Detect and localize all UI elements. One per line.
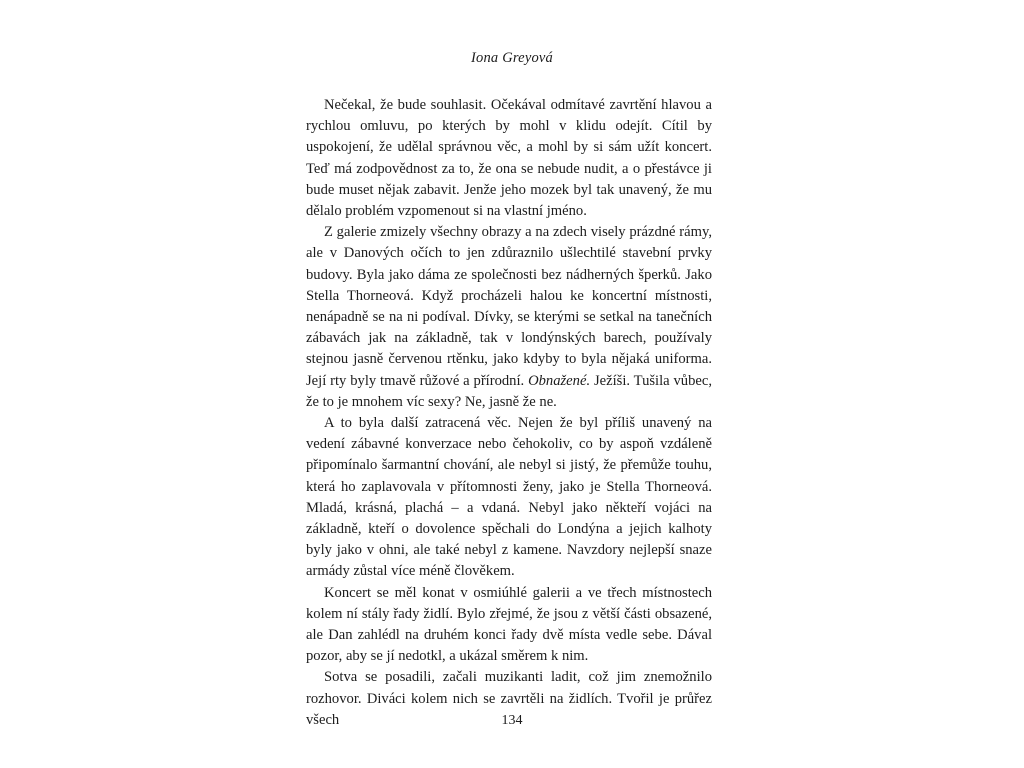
running-header: Iona Greyová <box>471 50 553 66</box>
paragraph-2-italic: Obnažené. <box>528 372 591 389</box>
paragraph-2 <box>306 222 712 413</box>
paragraph-4: Koncert se měl konat v osmiúhlé galerii a ve třech místnostech kolem ní stály řady židlí. Bylo zřejmé, že jsou z větší části obsazené, ale Dan zahlédl na druhém konci řady dvě místa vedle sebe. Dával pozor, aby se jí nedotkl, a ukázal směrem k nim. <box>306 584 712 665</box>
paragraph-1: Nečekal, že bude souhlasit. Očekával odmítavé zavrtění hlavou a rychlou omluvu, po kterých by mohl v klidu odejít. Cítil by uspokojení, že udělal správnou věc, a mohl by si sám užít koncert. Teď má zodpovědnost za to, že ona se nebude nudit, a o přestávce ji bude muset nějak zabavit. Jenže jeho mozek byl tak unavený, že mu dělalo problém vzpomenout si na vlastní jméno. <box>306 97 712 220</box>
paragraph-2-end: Ježíši. Tušila vůbec, že to je mnohem víc sexy? Ne, jasně že ne. <box>306 372 713 410</box>
page-number: 134 <box>501 713 523 728</box>
paragraph-3: A to byla další zatracená věc. Nejen že byl příliš unavený na vedení zábavné konverzace nebo čehokoliv, co by aspoň vzdáleně připomínalo šarmantní chování, ale nebyl si jistý, že přemůže touhu, která ho zaplavovala v přítomnosti ženy, jako je Stella Thorneová. Mladá, krásná, plachá – a vdaná. Nebyl jako někteří vojáci na základně, kteří o dovolence spěchali do Londýna a jejich kalhoty byly jako v ohni, ale také nebyl z kamene. Navzdory nejlepší snaze armády zůstal více méně člověkem. <box>306 415 712 580</box>
body-text <box>306 95 712 731</box>
paragraph-2-text: Z galerie zmizely všechny obrazy a na zdech visely prázdné rámy, ale v Danových očích to jen zdůraznilo ušlechtilé stavební prvky budovy. Byla jako dáma ze společnosti bez nádherných šperků. Jako Stella Thorneová. Když procházeli halou ke koncertní místnosti, nenápadně se na ni podíval. Dívky, se kterými se setkal na tanečních zábavách jak na základně, tak v londýnských barech, používaly stejnou jasně červenou rtěnku, jako kdyby to byla nějaká uniforma. Její rty byly tmavě růžové a přírodní. <box>306 224 712 389</box>
paragraph-5: Sotva se posadili, začali muzikanti ladit, což jim znemožnilo rozhovor. Diváci kolem nich se zavrtěli na židlích. Tvořil je průřez všech <box>306 669 712 728</box>
